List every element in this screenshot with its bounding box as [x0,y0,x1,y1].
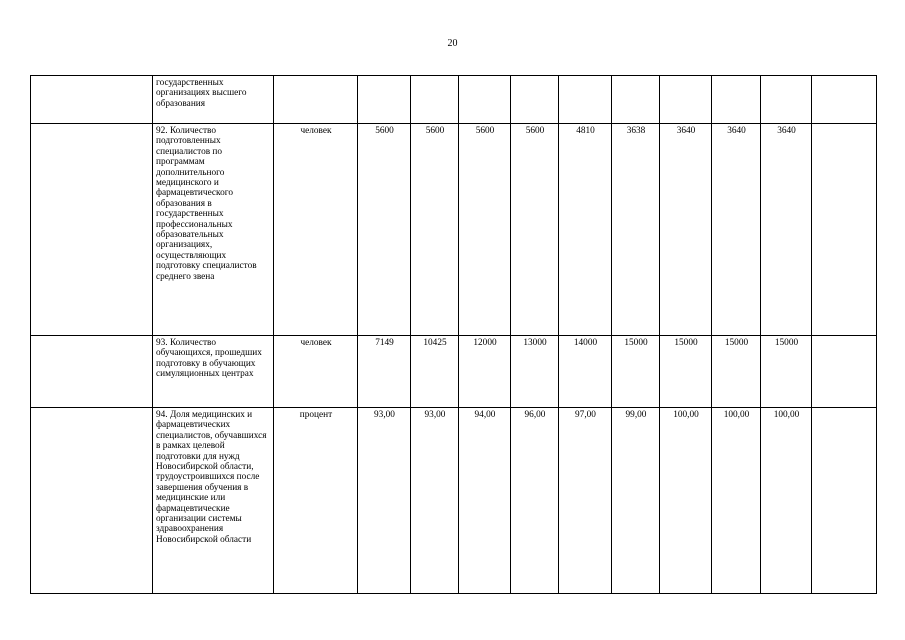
value-cell: 15000 [712,336,761,408]
value-cell: 4810 [559,124,612,336]
value-cell [459,76,511,124]
value-cell: 5600 [511,124,559,336]
unit-cell: человек [274,336,358,408]
indicator-table [30,75,877,594]
indicator-description-cell: государственных организациях высшего образования [153,76,274,124]
unit-cell [274,76,358,124]
table-row [31,76,877,124]
value-cell: 12000 [459,336,511,408]
value-cell: 3638 [612,124,660,336]
value-cell [812,408,877,594]
value-cell [612,76,660,124]
value-cell: 5600 [459,124,511,336]
table-row [31,336,877,408]
value-cell [511,76,559,124]
value-cell: 3640 [712,124,761,336]
value-cell: 100,00 [712,408,761,594]
table-row [31,124,877,336]
blank-cell [31,76,153,124]
value-cell: 97,00 [559,408,612,594]
value-cell: 15000 [612,336,660,408]
value-cell: 96,00 [511,408,559,594]
value-cell: 99,00 [612,408,660,594]
blank-cell [31,124,153,336]
value-cell [712,76,761,124]
value-cell [761,76,812,124]
value-cell: 94,00 [459,408,511,594]
value-cell: 5600 [358,124,411,336]
value-cell: 100,00 [761,408,812,594]
indicator-description-cell: 92. Количество подготовленных специалистов по программам дополнительного медицинского и фармацевтического образования в государственных профессиональных образовательных организациях, осуществляющих подготовку специалистов среднего звена [153,124,274,336]
value-cell: 93,00 [411,408,459,594]
indicator-description-cell: 93. Количество обучающихся, прошедших подготовку в обучающих симуляционных центрах [153,336,274,408]
value-cell [812,76,877,124]
indicator-description-cell: 94. Доля медицинских и фармацевтических специалистов, обучавшихся в рамках целевой подготовки для нужд Новосибирской области, трудоустроившихся после завершения обучения в медицинские или фармацевтические организации системы здравоохранения Новосибирской области [153,408,274,594]
value-cell: 5600 [411,124,459,336]
value-cell: 100,00 [660,408,712,594]
value-cell: 93,00 [358,408,411,594]
blank-cell [31,408,153,594]
value-cell [660,76,712,124]
page-number: 20 [447,38,458,49]
table-row [31,408,877,594]
unit-cell: человек [274,124,358,336]
value-cell: 3640 [761,124,812,336]
value-cell [411,76,459,124]
value-cell: 3640 [660,124,712,336]
value-cell: 7149 [358,336,411,408]
value-cell: 15000 [660,336,712,408]
value-cell [812,124,877,336]
value-cell: 10425 [411,336,459,408]
blank-cell [31,336,153,408]
value-cell: 13000 [511,336,559,408]
value-cell [812,336,877,408]
value-cell: 14000 [559,336,612,408]
value-cell: 15000 [761,336,812,408]
value-cell [559,76,612,124]
unit-cell: процент [274,408,358,594]
value-cell [358,76,411,124]
